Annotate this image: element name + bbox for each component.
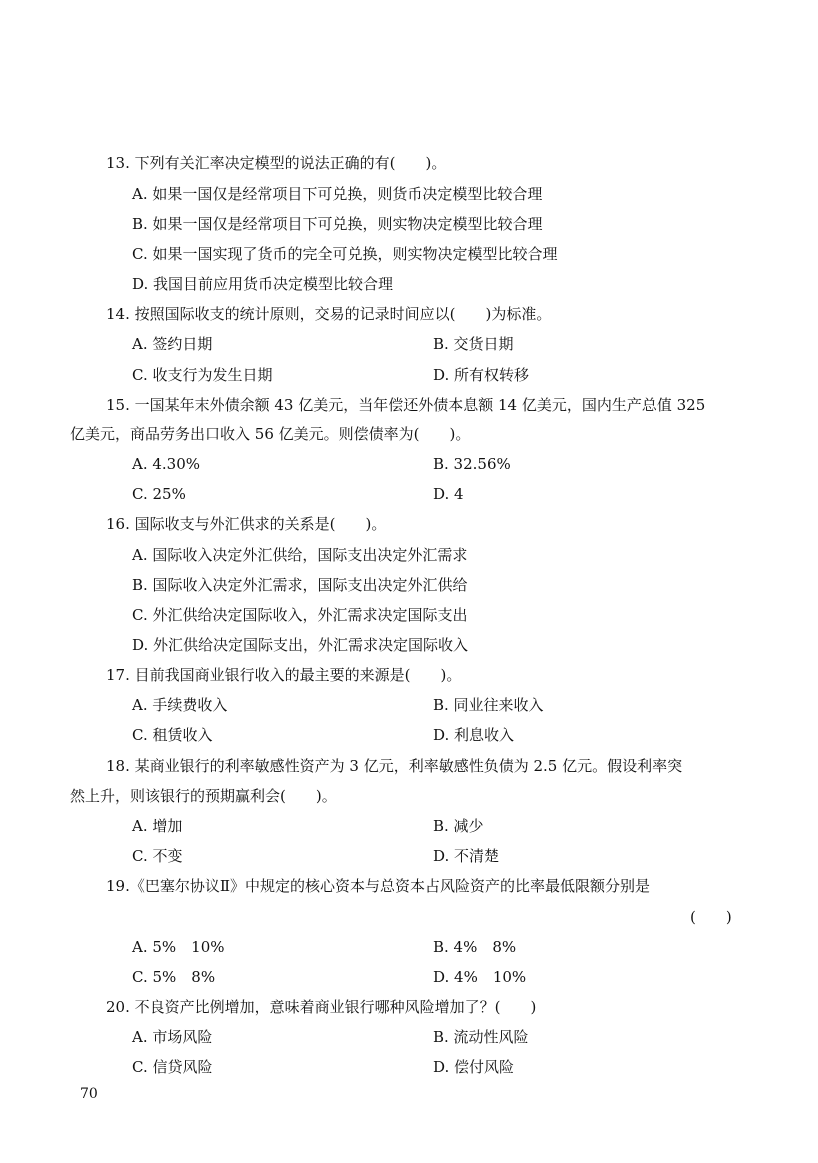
question-17-option-a: A. 手续费收入 <box>132 696 228 714</box>
question-19-option-c: C. 5% 8% <box>132 968 216 986</box>
question-19-stem: 19.《巴塞尔协议Ⅱ》中规定的核心资本与总资本占风险资产的比率最低限额分别是 <box>106 877 651 895</box>
question-13-option-b: B. 如果一国仅是经常项目下可兑换，则实物决定模型比较合理 <box>132 215 543 233</box>
question-15-option-c: C. 25% <box>132 485 186 503</box>
page-number: 70 <box>80 1086 98 1102</box>
question-15-stem-continued: 亿美元，商品劳务出口收入 56 亿美元。则偿债率为( )。 <box>70 425 471 443</box>
question-18-stem-continued: 然上升，则该银行的预期赢利会( )。 <box>70 787 337 805</box>
question-18-option-d: D. 不清楚 <box>433 847 500 865</box>
question-15-option-b: B. 32.56% <box>433 455 511 473</box>
question-18-option-b: B. 减少 <box>433 817 484 835</box>
question-16-option-c: C. 外汇供给决定国际收入，外汇需求决定国际支出 <box>132 606 468 624</box>
question-17-option-b: B. 同业往来收入 <box>433 696 544 714</box>
question-18-option-c: C. 不变 <box>132 847 183 865</box>
question-19-answer-blank: ( ) <box>690 908 732 926</box>
question-16-option-b: B. 国际收入决定外汇需求，国际支出决定外汇供给 <box>132 576 468 594</box>
question-15-option-a: A. 4.30% <box>132 455 201 473</box>
question-20-option-b: B. 流动性风险 <box>433 1028 529 1046</box>
question-13-option-c: C. 如果一国实现了货币的完全可兑换，则实物决定模型比较合理 <box>132 245 558 263</box>
question-14-option-c: C. 收支行为发生日期 <box>132 366 273 384</box>
question-13-option-a: A. 如果一国仅是经常项目下可兑换，则货币决定模型比较合理 <box>132 185 543 203</box>
question-16-option-d: D. 外汇供给决定国际支出，外汇需求决定国际收入 <box>132 636 469 654</box>
question-18-stem: 18. 某商业银行的利率敏感性资产为 3 亿元，利率敏感性负债为 2.5 亿元。假设利率突 <box>106 757 683 775</box>
question-17-option-d: D. 利息收入 <box>433 726 515 744</box>
question-19-option-d: D. 4% 10% <box>433 968 527 986</box>
question-13-option-d: D. 我国目前应用货币决定模型比较合理 <box>132 275 394 293</box>
question-18-option-a: A. 增加 <box>132 817 183 835</box>
question-14-option-a: A. 签约日期 <box>132 335 213 353</box>
question-20-stem: 20. 不良资产比例增加，意味着商业银行哪种风险增加了？( ) <box>106 998 537 1016</box>
question-16-option-a: A. 国际收入决定外汇供给，国际支出决定外汇需求 <box>132 546 468 564</box>
question-17-stem: 17. 目前我国商业银行收入的最主要的来源是( )。 <box>106 666 462 684</box>
question-15-option-d: D. 4 <box>433 485 464 503</box>
question-14-option-d: D. 所有权转移 <box>433 366 530 384</box>
question-20-option-a: A. 市场风险 <box>132 1028 213 1046</box>
question-13-stem: 13. 下列有关汇率决定模型的说法正确的有( )。 <box>106 154 447 172</box>
question-19-option-a: A. 5% 10% <box>132 938 225 956</box>
question-17-option-c: C. 租赁收入 <box>132 726 213 744</box>
question-20-option-c: C. 信贷风险 <box>132 1058 213 1076</box>
question-14-stem: 14. 按照国际收支的统计原则，交易的记录时间应以( )为标准。 <box>106 305 552 323</box>
question-15-stem: 15. 一国某年末外债余额 43 亿美元，当年偿还外债本息额 14 亿美元，国内生产总值 325 <box>106 396 706 414</box>
question-19-option-b: B. 4% 8% <box>433 938 517 956</box>
question-14-option-b: B. 交货日期 <box>433 335 514 353</box>
question-16-stem: 16. 国际收支与外汇供求的关系是( )。 <box>106 515 387 533</box>
question-20-option-d: D. 偿付风险 <box>433 1058 515 1076</box>
